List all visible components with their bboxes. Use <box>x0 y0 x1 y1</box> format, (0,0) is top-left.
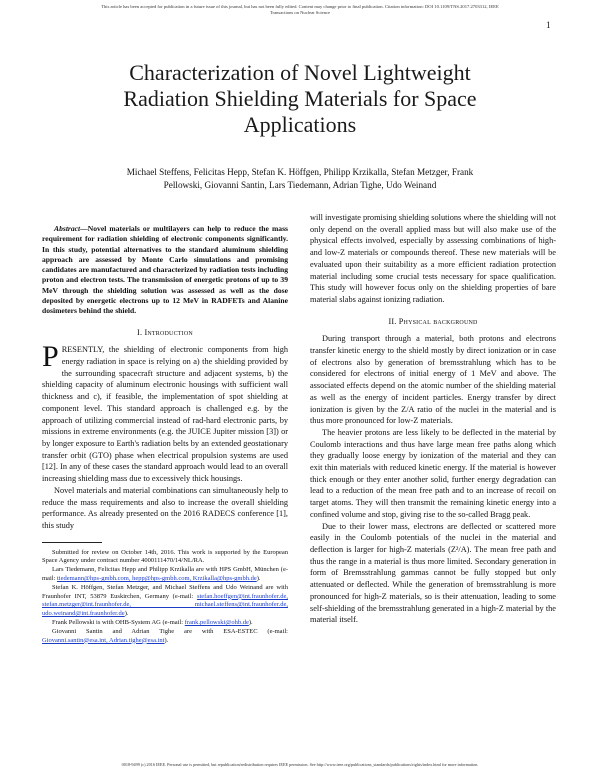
footnote-esa: Giovanni Santin and Adrian Tighe are with ESA-ESTEC (e-mail: Giovanni.santin@esa.int, Adrian.tighe@esa.int). <box>42 627 288 644</box>
background-paragraph-3: Due to their lower mass, electrons are deflected or scattered more easily in the Coulomb potentials of the nuclei in the material and deflection is larger for high-Z materials (Z²/A). The mean free path and thus the range in a material is thus more limited. Secondary generation in form of Bremsstrahlung gammas cannot be fully stopped but only attenuated or deflected. While the generation of bremsstrahlung is more pronounced for high-Z materials, so is their attenuation, leading to some self-shielding of the bremsstrahlung generated in a high-Z material by the material itself. <box>310 521 556 625</box>
drop-cap: P <box>42 340 59 374</box>
intro-paragraph-1 <box>42 340 288 484</box>
email-link-ohb[interactable]: frank.pellowski@ohb.de <box>184 619 249 626</box>
left-column <box>42 224 288 645</box>
footnote-hps: Lars Tiedemann, Felicitas Hepp and Philipp Krzikalla are with HPS GmbH, München (e-mail: tiedemann@hps-gmbh.com, hepp@hps-gmbh.com, Krzikalla@hps-gmbh.de). <box>42 566 288 583</box>
footnote-fraunhofer: Stefan K. Höffgen, Stefan Metzger, and Michael Steffens and Udo Weinand are with Fraunhofer INT, 53879 Euskirchen, Germany (e-mail: stefan.hoeffgen@int.fraunhofer.de, stefan.metzger@int.fraunhofer.de, michael.steffens@int.fraunhofer.de, udo.weinand@int.fraunhofer.de). <box>42 583 288 618</box>
background-paragraph-2: The heavier protons are less likely to be deflected in the material by Coulomb interactions and thus have large mean free paths along which they gradually loose energy by ionization of the material and they can exit thin materials with reduced kinetic energy. If the material is however thick enough or they enter another solid, further energy degradation can lead to a reduction of the mean free path and to an increase of recoil on target atoms. They will then transmit the remaining kinetic energy into a confined volume and stop, giving rise to the so-called Bragg peak. <box>310 427 556 519</box>
email-link-hps[interactable]: tiedemann@hps-gmbh.com, hepp@hps-gmbh.com, Krzikalla@hps-gmbh.de <box>56 575 257 583</box>
title-line-3: Applications <box>243 112 357 137</box>
title-line-2: Radiation Shielding Materials for Space <box>123 86 477 111</box>
abstract-text: —Novel materials or multilayers can help to reduce the mass requirement for radiation shielding of electronic components significantly. In this study, potential alternatives to the standard aluminum shielding approach are assessed by Monte Carlo simulations and promising candidates are manufactured and characterized by radiation tests including proton and electron tests. The transmission of energetic protons of up to 39 MeV through the shielding solution was assessed as well as the dose deposited by energetic electrons up to 12 MeV in RADFETs and Alanine dosimeters behind the shield. <box>42 224 288 316</box>
intro-paragraph-2: Novel materials and material combinations can simultaneously help to reduce the mass requirements and also to increase the overall shielding performance. As already presented on the 2016 RADECS conference [1], this study <box>42 485 288 530</box>
footnote-submission: Submitted for review on October 14th, 2016. This work is supported by the European Space Agency under contract number 4000111470/14/NL/RA. <box>42 548 288 565</box>
abstract <box>42 224 288 317</box>
right-column <box>310 212 556 626</box>
top-banner <box>0 4 600 16</box>
footnote-divider <box>42 542 102 543</box>
banner-line-2: Transactions on Nuclear Science <box>269 10 331 15</box>
section-heading-physical-background: II. Physical background <box>388 316 478 326</box>
intro-continuation: will investigate promising shielding solutions where the shielding will not only depend on the overall applied mass but will also make use of the physical effects involved, especially by assessing combinations of high- and low-Z materials or compounds thereof. These new materials will be evaluated upon their suitability as a more efficient radiation protection material including some crucial tests necessary for space qualification. This study will however focus only on the shielding properties of bare material slabs against ionizing radiation. <box>310 213 556 304</box>
footnote-ohb: Frank Pellowski is with OHB-System AG (e-mail: frank.pellowski@ohb.de). <box>52 619 253 626</box>
page-number: 1 <box>546 20 551 30</box>
authors-line-1: Michael Steffens, Felicitas Hepp, Stefan K. Höffgen, Philipp Krzikalla, Stefan Metzger, Frank <box>126 167 474 177</box>
author-list <box>60 166 540 191</box>
intro-paragraph-1-text: RESENTLY, the shielding of electronic components from high energy radiation in space is relying on a) the shielding provided by the surrounding spacecraft structure and adjacent systems, b) the shielding capacity of aluminum electronic housings with sufficient wall thickness and c), if feasible, the implementation of spot shielding at component level. This standard approach is challenged e.g. by the approach of utilizing commercial instead of rad-hard electronic parts, by missions in extreme environments (e.g. the JUICE Jupiter mission [3]) or by longer exposure to Earth's radiation belts by an extended geostationary transfer orbit (GTO) phase when electrical propulsion systems are used [12]. In any of these cases the standard approach would lead to an overall increasing shielding mass due to excessively thick housings. <box>42 345 288 484</box>
email-link-fraunhofer[interactable]: stefan.hoeffgen@int.fraunhofer.de, stefan.metzger@int.fraunhofer.de, michael.steffens@int.fraunhofer.de, udo.weinand@int.fraunhofer.de <box>42 592 288 618</box>
title-line-1: Characterization of Novel Lightweight <box>129 60 471 85</box>
banner-line-1: This article has been accepted for publication in a future issue of this journal, but has not been fully edited. Content may change prior to final publication. Citation information: DOI 10.1109/TNS.2017.2703312, IEEE <box>101 4 499 9</box>
background-paragraph-1: During transport through a material, both protons and electrons transfer kinetic energy to the shield mostly by direct ionization or in case of electrons also by generation of bremsstrahlung which has to be considered for electrons of initial energy of 1 MeV and above. The associated effects depend on the atomic number of the shielding material as well as the energy of incident particles. Energy transfer by direct ionization is given by the Z/A ratio of the nuclei in the material and is thus more pronounced for low-Z materials. <box>310 334 556 426</box>
abstract-lead: Abstract <box>54 224 81 233</box>
section-heading-introduction: I. Introduction <box>137 327 193 337</box>
email-link-esa[interactable]: Giovanni.santin@esa.int, Adrian.tighe@esa.int <box>42 636 165 644</box>
authors-line-2: Pellowski, Giovanni Santin, Lars Tiedemann, Adrian Tighe, Udo Weinand <box>163 179 437 190</box>
footnotes <box>42 549 288 646</box>
copyright-banner: 0018-9499 (c) 2016 IEEE. Personal use is permitted, but republication/redistribution requires IEEE permission. See http://www.ieee.org/publications_standards/publications/rights/index.html for more information. <box>121 762 479 767</box>
paper-title <box>60 60 540 138</box>
